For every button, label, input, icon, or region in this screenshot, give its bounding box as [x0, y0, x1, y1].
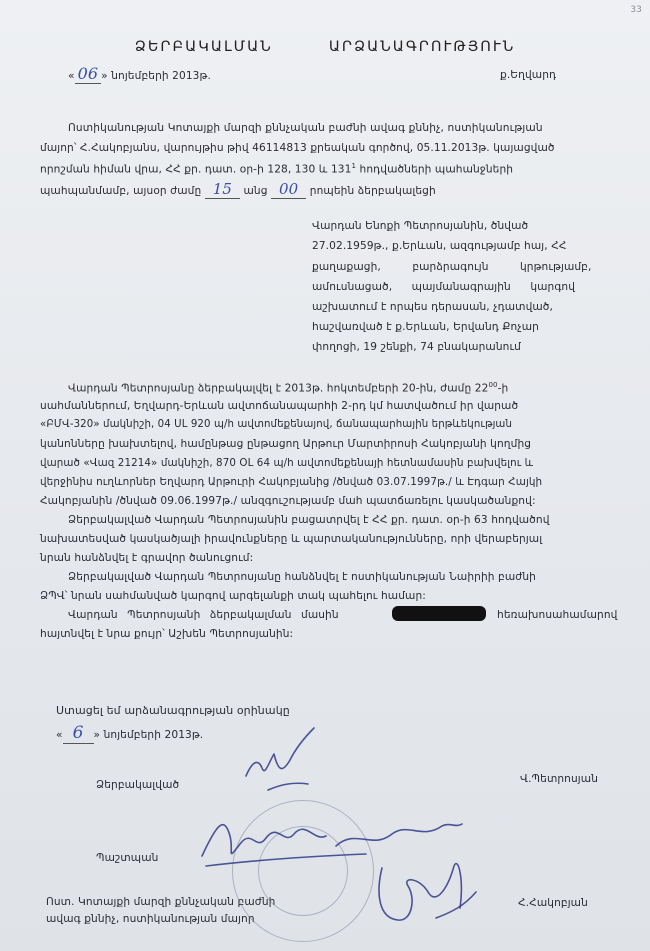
notify-line-2: հայտնվել է նրա քույր՝ Աշխեն Պետրոսյանին:	[40, 628, 294, 640]
body-line: ՁՊՎ՝ նրան սահմանված կարգով արգելանքի տակ պահելու համար:	[40, 590, 426, 602]
document-title	[0, 40, 650, 55]
person-line: աշխատում է որպես դերասան, չդատված,	[312, 301, 553, 313]
title-word-2: ԱՐՁԱՆԱԳՐՈՒԹՅՈՒՆ	[328, 39, 516, 55]
body-line: «ԲՄՎ-320» մակնիշի, 04 UL 920 պ/հ ավտոմեքենայով, ճանապարհային երթևեկության	[40, 419, 513, 430]
investigator-signature	[364, 848, 484, 938]
document-date: « 06 » նոյեմբերի 2013թ.	[68, 64, 211, 83]
body-line-1: Վարդան Պետրոսյանը ձերբակալվել է 2013թ. հոկտեմբերի 20-ին, ժամը $22^{00}-ի$	[68, 381, 509, 395]
intro-line-3: որոշման հիման վրա, ՀՀ քր. դատ. օր-ի 128, 130 և $131^1$ հոդվածների պահանջների	[40, 162, 514, 176]
body-line: կանոնները խախտելով, համընթաց ընթացող Արթուր Մարտիրոսի Հակոբյանի կողմից	[40, 438, 532, 450]
body-line: վերջինիս ուղևորներ Եղվարդ Արթուրի Հակոբյանից /ծնված 03.07.1997թ./ և Էդգար Հայկի	[40, 476, 543, 488]
document-place: ք.Եղվարդ	[500, 69, 557, 81]
notify-line-1: Վարդան Պետրոսյանի ձերբակալման մասին	[68, 609, 339, 621]
person-line: հաշվառված է ք.Երևան, Երվանդ Քոչար	[312, 321, 539, 333]
body-line: նախատեսված կասկածյալի իրավունքները և պարտականությունները, որի վերաբերյալ	[40, 533, 543, 545]
defender-label: Պաշտպան	[96, 852, 159, 864]
title-word-1: ՁԵՐԲԱԿԱԼՄԱՆ	[134, 39, 273, 55]
body-line: Հակոբյանին /ծնված 09.06.1997թ./ անզգուշությամբ մահ պատճառելու կասկածանքով:	[40, 495, 536, 507]
body-line: վարած «Վազ 21214» մակնիշի, 870 OL 64 պ/հ ավտոմեքենայի հետնամասին բախվելու և	[40, 457, 534, 469]
person-line: փողոցի, 19 շենքի, 74 բնակարանում	[312, 341, 521, 353]
person-line: քաղաքացի, բարձրագույն կրթությամբ,	[312, 261, 592, 273]
body-line: Ձերբակալված Վարդան Պետրոսյանին բացատրվել է ՀՀ քր. դատ. օր-ի 63 հոդվածով	[68, 514, 550, 526]
body-line: նրան հանձնվել է գրավոր ծանուցում:	[40, 552, 254, 564]
date-day-handwritten: 06	[75, 64, 102, 84]
detainee-signature	[238, 724, 328, 794]
redacted-phone-number	[392, 606, 486, 621]
investigator-title-1: Ոստ. Կոտայքի մարզի քննչական բաժնի	[46, 896, 276, 908]
hour-handwritten: 15	[205, 180, 240, 199]
detainee-label: Ձերբակալված	[96, 779, 180, 791]
intro-line-2: մայոր՝ Հ.Հակոբյանս, վարույթիս թիվ 46114813 քրեական գործով, 05.11.2013թ. կայացված	[40, 142, 555, 154]
body-line: սահմաններում, Եղվարդ-Երևան ավտոճանապարհի 2-րդ կմ հատվածում իր վարած	[40, 400, 519, 412]
receipt-date: « 6 » նոյեմբերի 2013թ.	[56, 723, 204, 743]
person-line: ամուսնացած, պայմանագրային կարգով	[312, 281, 576, 293]
receipt-line: Ստացել եմ արձանագրության օրինակը	[56, 704, 290, 717]
intro-line-4: պահպանմամբ, այսօր ժամը 15 անց 00 րոպեին ձերբակալեցի	[40, 180, 436, 198]
corner-mark: 33	[630, 5, 642, 15]
investigator-name: Հ.Հակոբյան	[518, 897, 588, 909]
minutes-handwritten: 00	[271, 180, 306, 199]
person-line: 27.02.1959թ., ք.Երևան, ազգությամբ հայ, ՀՀ	[312, 240, 567, 252]
notify-line-1-end: հեռախոսահամարով	[497, 609, 618, 621]
investigator-title-2: ավագ քննիչ, ոստիկանության մայոր	[46, 913, 255, 925]
body-line: Ձերբակալված Վարդան Պետրոսյանը հանձնվել է ոստիկանության Նաիրիի բաժնի	[68, 571, 536, 583]
person-line: Վարդան Ենոքի Պետրոսյանին, ծնված	[312, 220, 529, 232]
detainee-name: Վ.Պետրոսյան	[520, 773, 599, 785]
intro-line-1: Ոստիկանության Կոտայքի մարզի քննչական բաժնի ավագ քննիչ, ոստիկանության	[68, 122, 543, 134]
receipt-day-handwritten: 6	[63, 723, 94, 744]
